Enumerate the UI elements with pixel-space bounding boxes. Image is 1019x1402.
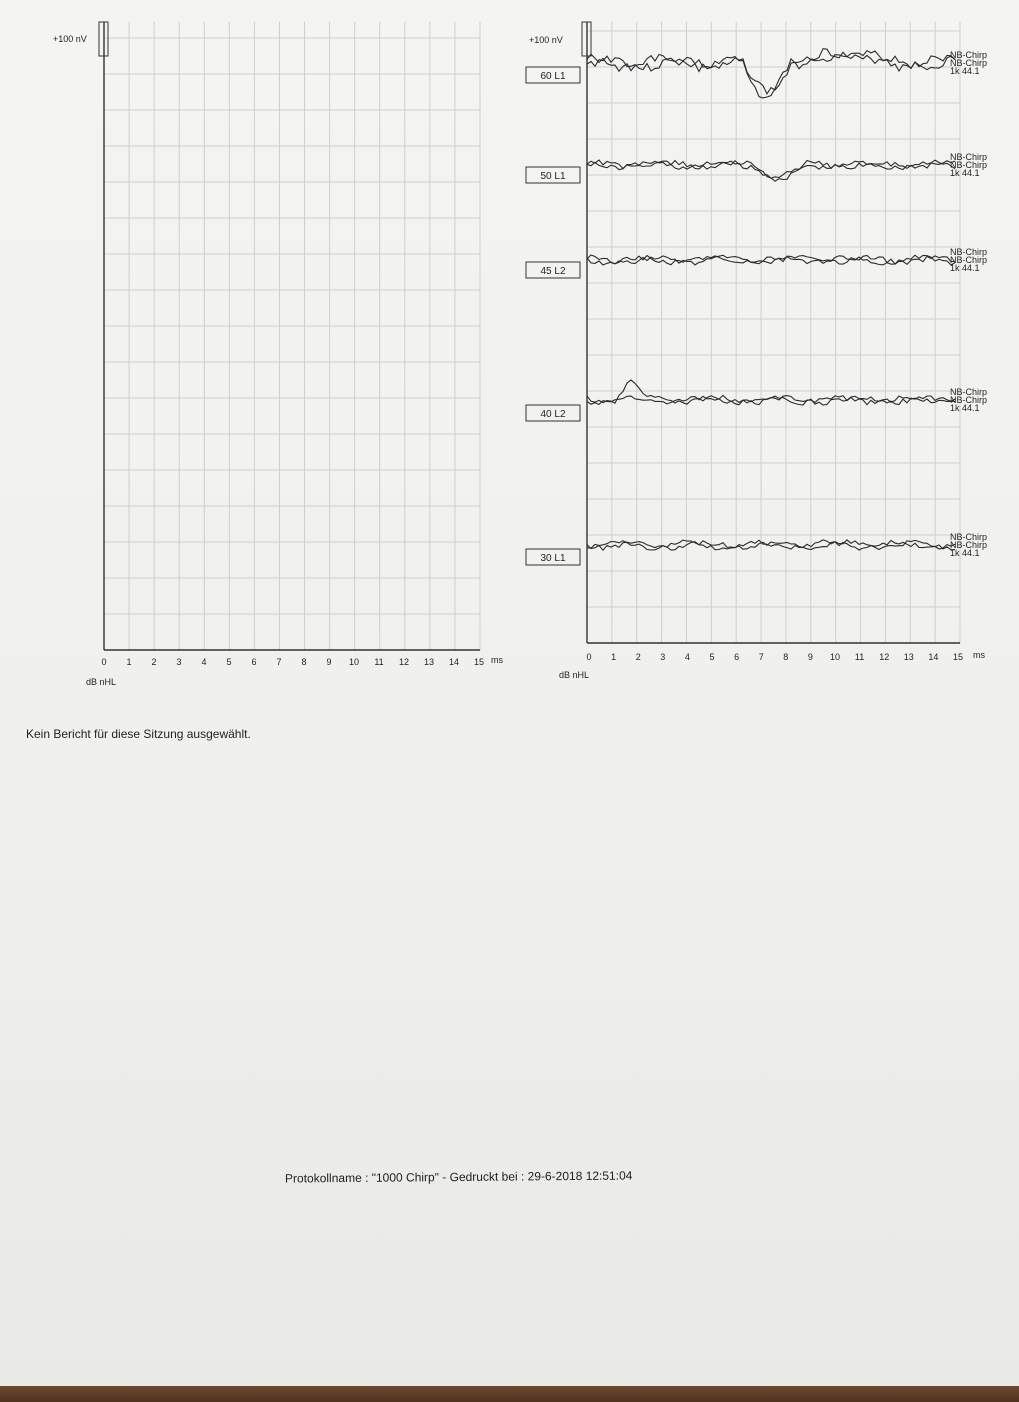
right-chart <box>526 22 987 680</box>
curve-label: NB-Chirp <box>950 58 988 68</box>
trace-label: 45 L2 <box>540 266 566 277</box>
left-x-tick: 13 <box>423 657 435 667</box>
waveform <box>587 380 955 405</box>
left-x-unit: ms <box>491 655 503 665</box>
curve-label: NB-Chirp <box>950 152 988 162</box>
right-x-tick: 12 <box>879 652 890 662</box>
right-y-unit: dB nHL <box>559 670 590 680</box>
right-x-tick: 1 <box>611 652 617 662</box>
right-grid <box>587 22 960 643</box>
left-x-tick: 11 <box>374 657 384 667</box>
right-x-tick: 8 <box>783 652 789 662</box>
right-x-tick: 11 <box>854 652 865 662</box>
left-x-tick: 2 <box>151 657 157 667</box>
trace-label: 50 L1 <box>540 171 566 182</box>
protocol-footer: Protokollname : "1000 Chirp" - Gedruckt bei : 29-6-2018 12:51:04 <box>284 1168 633 1186</box>
curve-label: NB-Chirp <box>950 247 988 257</box>
trace-label: 30 L1 <box>540 553 566 564</box>
waveform <box>587 540 955 550</box>
right-x-unit: ms <box>973 650 985 660</box>
curve-label: 1k 44.1 <box>950 168 980 178</box>
left-x-tick: 8 <box>301 657 307 667</box>
left-x-tick: 3 <box>176 657 182 667</box>
curve-label: NB-Chirp <box>950 160 988 170</box>
right-x-tick: 6 <box>734 652 740 662</box>
curve-label: 1k 44.1 <box>950 66 980 76</box>
right-x-tick: 10 <box>829 652 841 662</box>
right-scale-label: +100 nV <box>529 35 563 45</box>
waveform-traces <box>526 49 987 565</box>
left-y-unit: dB nHL <box>86 677 117 687</box>
right-x-tick: 5 <box>709 652 715 662</box>
trace-label: 40 L2 <box>540 409 566 420</box>
left-x-tick: 12 <box>398 657 410 667</box>
right-x-tick: 4 <box>684 652 690 662</box>
waveform <box>587 540 955 550</box>
curve-label: NB-Chirp <box>950 540 988 550</box>
right-x-tick: 13 <box>903 652 914 662</box>
curve-label: NB-Chirp <box>950 395 988 405</box>
curve-label: NB-Chirp <box>950 387 988 397</box>
waveform <box>587 160 955 178</box>
right-x-tick: 7 <box>758 652 764 662</box>
right-x-tick: 14 <box>928 652 939 662</box>
left-x-tick: 9 <box>326 657 332 667</box>
left-x-tick: 14 <box>448 657 460 667</box>
left-x-tick: 15 <box>473 657 485 667</box>
left-x-tick: 5 <box>226 657 232 667</box>
left-x-tick: 1 <box>126 657 132 667</box>
left-x-tick-labels <box>101 657 484 667</box>
trace-label: 60 L1 <box>540 71 566 82</box>
right-x-tick: 2 <box>635 652 641 662</box>
curve-label: 1k 44.1 <box>950 403 980 413</box>
right-x-tick: 3 <box>660 652 666 662</box>
curve-label: 1k 44.1 <box>950 263 980 273</box>
waveform <box>587 49 955 94</box>
right-x-tick: 9 <box>807 652 813 662</box>
right-x-tick: 0 <box>586 652 592 662</box>
left-scale-label: +100 nV <box>53 34 87 44</box>
left-chart <box>53 22 503 687</box>
left-x-tick: 6 <box>251 657 257 667</box>
curve-label: NB-Chirp <box>950 532 988 542</box>
waveform <box>587 51 955 98</box>
left-x-tick: 10 <box>348 657 360 667</box>
left-grid <box>104 22 480 650</box>
curve-label: NB-Chirp <box>950 255 988 265</box>
left-x-tick: 0 <box>101 657 107 667</box>
left-x-tick: 7 <box>276 657 282 667</box>
right-x-tick-labels <box>586 652 963 662</box>
left-x-tick: 4 <box>201 657 207 667</box>
curve-label: 1k 44.1 <box>950 548 980 558</box>
curve-label: NB-Chirp <box>950 50 988 60</box>
right-x-tick: 15 <box>952 652 964 662</box>
report-note: Kein Bericht für diese Sitzung ausgewählt. <box>26 727 251 741</box>
